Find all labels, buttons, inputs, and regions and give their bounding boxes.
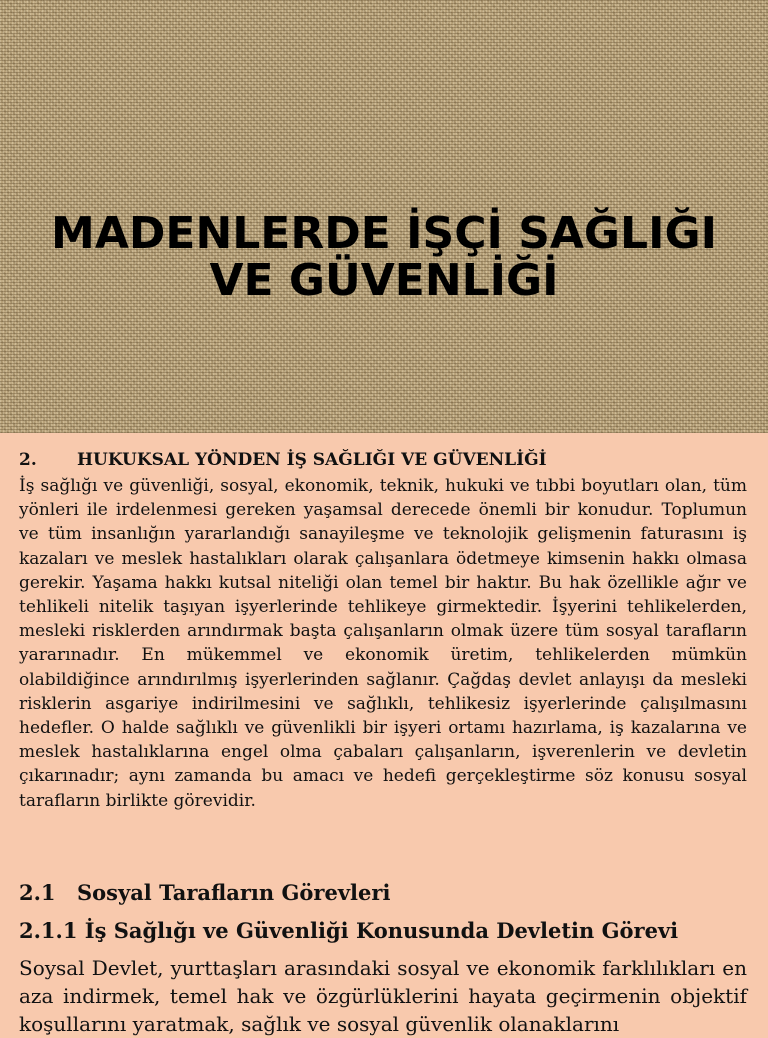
section-2-1-number: 2.1 <box>19 880 56 905</box>
section-2-1-title: Sosyal Tarafların Görevleri <box>77 880 391 905</box>
title-line-1: MADENLERDE İŞÇİ SAĞLIĞI <box>51 208 717 259</box>
section-2-paragraph: İş sağlığı ve güvenliği, sosyal, ekonomik, teknik, hukuki ve tıbbi boyutları olan, tüm yönleri ile irdelenmesi gereken yaşamsal derecede önemli bir konudur. Toplumun ve tüm insanlığın yararlandığı sanayileşme ve teknolojik gelişmenin faturasını iş kazaları ve meslek hastalıkları olarak çalışanlara ödetmeye kimsenin hakkı olmasa gerekir. Yaşama hakkı kutsal niteliği olan temel bir haktır. Bu hak özellikle ağır ve tehlikeli nitelik taşıyan işyerlerinde tehlikeye girmektedir. İşyerini tehlikelerden, mesleki risklerden arındırmak başta çalışanların olmak üzere tüm sosyal tarafların yararınadır. En mükemmel ve ekonomik üretim, tehlikelerden mümkün olabildiğince arındırılmış işyerlerinden sağlanır. Çağdaş devlet anlayışı da mesleki risklerin asgariye indirilmesini ve sağlıklı, tehlikesiz işyerlerinde çalışılmasını hedefler. O halde sağlıklı ve güvenlikli bir işyeri ortamı hazırlama, iş kazalarına ve meslek hastalıklarına engel olma çabaları çalışanların, işverenlerin ve devletin çıkarınadır; aynı zamanda bu amacı ve hedefi gerçekleştirme söz konusu sosyal tarafların birlikte görevidir. <box>19 476 747 811</box>
title-line-2: VE GÜVENLİĞİ <box>209 255 559 306</box>
section-2-1-1-paragraph: Soysal Devlet, yurttaşları arasındaki sosyal ve ekonomik farklılıkları en aza indirmek, temel hak ve özgürlüklerini hayata geçirmenin objektif koşullarını yaratmak, sağlık ve sosyal güvenlik olanaklarını <box>19 956 747 1036</box>
section-2-1-1-heading: 2.1.1 İş Sağlığı ve Güvenliği Konusunda Devletin Görevi <box>19 918 679 943</box>
section-2-number: 2. <box>19 450 37 470</box>
section-2-heading <box>19 446 747 474</box>
section-2-1-heading <box>19 878 390 908</box>
section-2-title: HUKUKSAL YÖNDEN İŞ SAĞLIĞI VE GÜVENLİĞİ <box>77 450 547 470</box>
cover-banner <box>0 0 768 433</box>
document-title <box>0 210 768 304</box>
document-body <box>19 446 747 1036</box>
